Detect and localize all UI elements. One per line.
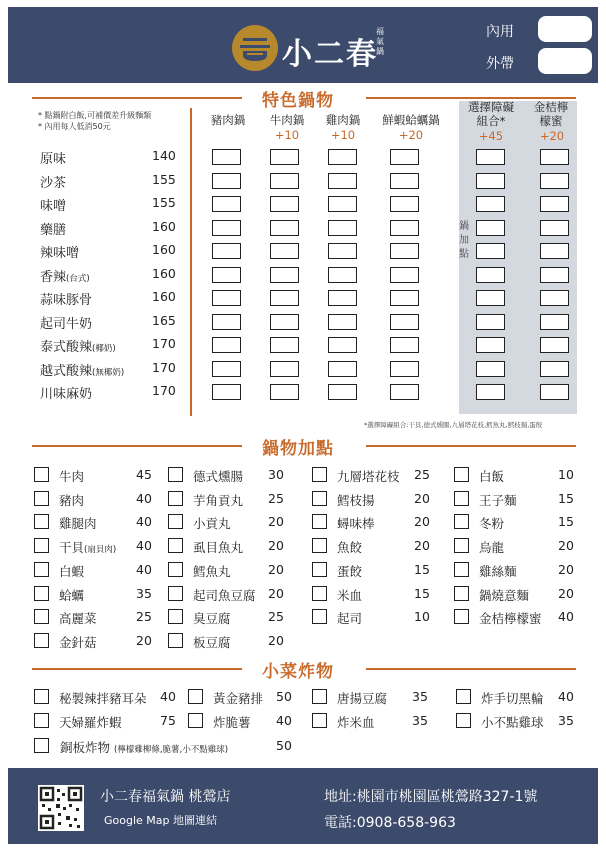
order-checkbox[interactable] xyxy=(390,314,419,330)
order-checkbox[interactable] xyxy=(390,361,419,377)
order-checkbox[interactable] xyxy=(270,243,299,259)
section-divider xyxy=(32,97,242,99)
addon-item-price: 20 xyxy=(414,538,430,554)
addon-item-name: 九層塔花枝 xyxy=(337,469,400,484)
addon-item-name: 冬粉 xyxy=(479,516,505,532)
order-checkbox[interactable] xyxy=(390,149,419,165)
column-header: 金桔檸檬蜜 xyxy=(533,100,569,128)
item-checkbox[interactable] xyxy=(312,586,327,601)
addon-item-price: 15 xyxy=(558,490,574,506)
order-checkbox[interactable] xyxy=(390,384,419,400)
side-item-name: 小不點雞球 xyxy=(481,715,544,730)
item-checkbox[interactable] xyxy=(34,491,49,506)
addon-item-name: 白飯 xyxy=(479,469,505,484)
side-item-name: 炸脆薯 xyxy=(213,715,251,730)
order-checkbox[interactable] xyxy=(390,220,419,236)
addon-item-price: 20 xyxy=(268,632,284,648)
pot-addon-label: 鍋加點 xyxy=(459,221,469,260)
column-price-add: +20 xyxy=(539,129,565,143)
order-checkbox[interactable] xyxy=(540,337,569,353)
addon-item-price: 20 xyxy=(558,538,574,554)
brand-logo xyxy=(232,19,392,81)
order-checkbox[interactable] xyxy=(476,384,505,400)
column-price-add: +45 xyxy=(478,129,504,143)
qr-code[interactable] xyxy=(38,785,84,831)
map-link[interactable]: Google Map 地圖連結 xyxy=(104,814,217,827)
addon-item-price: 20 xyxy=(558,561,574,577)
store-phone: 電話:0908-658-963 xyxy=(324,815,456,831)
item-checkbox[interactable] xyxy=(168,633,183,648)
order-checkbox[interactable] xyxy=(212,243,241,259)
item-checkbox[interactable] xyxy=(168,609,183,624)
addon-item-price: 45 xyxy=(136,467,152,482)
order-checkbox[interactable] xyxy=(328,314,357,330)
item-checkbox[interactable] xyxy=(34,633,49,648)
order-checkbox[interactable] xyxy=(328,267,357,283)
flavor-price: 160 xyxy=(152,242,176,257)
addon-item-price: 20 xyxy=(558,585,574,601)
item-checkbox[interactable] xyxy=(312,713,327,728)
order-checkbox[interactable] xyxy=(540,196,569,212)
addon-item-name: 蟳味棒 xyxy=(337,516,375,532)
hotpot-note: * 內用每人低消50元 xyxy=(38,122,111,131)
addon-item-price: 15 xyxy=(414,585,430,601)
brand-subtitle: 福氣鍋 xyxy=(376,27,384,56)
addon-item-name: 魚餃 xyxy=(337,540,363,556)
item-checkbox[interactable] xyxy=(456,689,471,704)
addon-item-name: 鱈枝揚 xyxy=(337,492,375,508)
order-checkbox[interactable] xyxy=(390,267,419,283)
addon-item-price: 20 xyxy=(414,514,430,530)
addon-item-name: 虱目魚丸 xyxy=(193,540,244,556)
flavor-price: 160 xyxy=(152,265,176,281)
order-checkbox[interactable] xyxy=(540,361,569,377)
column-header: 雞肉鍋 xyxy=(325,113,361,127)
order-checkbox[interactable] xyxy=(270,384,299,400)
addon-item-name: 起司 xyxy=(337,611,363,627)
item-checkbox[interactable] xyxy=(188,689,203,704)
flavor-name: 越式酸辣(無椰奶) xyxy=(40,363,125,379)
addon-item-name: 小貢丸 xyxy=(193,516,231,532)
side-item-price: 35 xyxy=(412,713,428,728)
addon-item-price: 20 xyxy=(268,561,284,577)
item-checkbox[interactable] xyxy=(34,713,49,728)
order-checkbox[interactable] xyxy=(212,196,241,212)
item-checkbox[interactable] xyxy=(312,491,327,506)
addon-item-name: 米血 xyxy=(337,587,363,603)
order-checkbox[interactable] xyxy=(212,173,241,189)
platter-detail: (檸檬雞柳條,脆薯,小不點雞球) xyxy=(114,745,229,755)
addon-item-name: 芋角貢丸 xyxy=(193,492,244,508)
order-checkbox[interactable] xyxy=(328,243,357,259)
item-checkbox[interactable] xyxy=(454,562,469,577)
pot-icon xyxy=(232,25,278,71)
menu-header xyxy=(8,7,598,83)
flavor-price: 155 xyxy=(152,171,176,187)
addon-item-price: 40 xyxy=(136,514,152,530)
section-divider xyxy=(32,445,242,447)
addon-item-name: 德式燻腸 xyxy=(193,469,244,484)
item-checkbox[interactable] xyxy=(454,586,469,601)
item-checkbox[interactable] xyxy=(454,467,469,482)
order-checkbox[interactable] xyxy=(270,337,299,353)
item-checkbox[interactable] xyxy=(168,514,183,529)
item-checkbox[interactable] xyxy=(168,467,183,482)
order-checkbox[interactable] xyxy=(270,267,299,283)
side-item-price: 40 xyxy=(160,689,176,704)
column-price-add: +10 xyxy=(330,128,356,142)
column-price-add: +10 xyxy=(274,128,300,142)
order-checkbox[interactable] xyxy=(540,220,569,236)
order-checkbox[interactable] xyxy=(328,290,357,306)
section-divider xyxy=(366,97,576,99)
order-checkbox[interactable] xyxy=(212,149,241,165)
addon-item-name: 鍋燒意麵 xyxy=(479,587,530,603)
dine-in-box[interactable] xyxy=(538,16,592,42)
item-checkbox[interactable] xyxy=(34,609,49,624)
platter-name: 銅板炸物 (檸檬雞柳條,脆薯,小不點雞球) xyxy=(60,740,229,755)
flavor-price: 170 xyxy=(152,359,176,375)
order-checkbox[interactable] xyxy=(540,384,569,400)
column-price-add: +20 xyxy=(398,128,424,142)
item-checkbox[interactable] xyxy=(312,467,327,482)
side-item-price: 35 xyxy=(558,713,574,728)
addon-item-name: 板豆腐 xyxy=(193,634,231,650)
side-item-price: 75 xyxy=(160,713,176,728)
hotpot-section-title: 特色鍋物 xyxy=(262,91,334,111)
order-checkbox[interactable] xyxy=(540,173,569,189)
addon-item-name: 王子麵 xyxy=(479,492,517,508)
addon-item-price: 20 xyxy=(268,585,284,601)
order-checkbox[interactable] xyxy=(270,220,299,236)
side-item-name: 天婦羅炸蝦 xyxy=(59,715,122,730)
order-checkbox[interactable] xyxy=(390,196,419,212)
order-checkbox[interactable] xyxy=(270,173,299,189)
flavor-price: 160 xyxy=(152,218,176,234)
order-checkbox[interactable] xyxy=(212,220,241,236)
side-item-price: 40 xyxy=(276,713,292,728)
item-checkbox[interactable] xyxy=(454,491,469,506)
store-name: 小二春福氣鍋 桃鶯店 xyxy=(100,789,231,805)
addon-item-price: 25 xyxy=(268,490,284,506)
section-divider xyxy=(366,445,576,447)
brand-name: 小二春 xyxy=(282,37,378,72)
column-header: 豬肉鍋 xyxy=(210,113,246,127)
addon-item-price: 20 xyxy=(136,632,152,648)
order-checkbox[interactable] xyxy=(212,314,241,330)
addon-item-price: 10 xyxy=(558,467,574,482)
order-checkbox[interactable] xyxy=(476,361,505,377)
addon-item-name: 鱈魚丸 xyxy=(193,563,231,579)
order-checkbox[interactable] xyxy=(540,267,569,283)
flavor-name: 原味 xyxy=(40,152,67,167)
flavor-price: 160 xyxy=(152,289,176,304)
addon-item-name: 雞絲麵 xyxy=(479,563,517,579)
order-checkbox[interactable] xyxy=(476,149,505,165)
addon-item-price: 25 xyxy=(268,609,284,625)
addon-item-price: 25 xyxy=(414,467,430,482)
item-checkbox[interactable] xyxy=(34,538,49,553)
addon-item-price: 40 xyxy=(558,609,574,625)
side-item-name: 炸手切黑輪 xyxy=(481,691,544,706)
addons-section-title: 鍋物加點 xyxy=(262,439,334,459)
section-divider xyxy=(366,668,576,670)
addon-item-name: 干貝(扇貝肉) xyxy=(59,540,117,556)
side-item-price: 35 xyxy=(412,689,428,704)
addon-item-price: 25 xyxy=(136,609,152,625)
flavor-name: 香辣(台式) xyxy=(40,269,90,285)
order-checkbox[interactable] xyxy=(390,243,419,259)
addon-item-name: 白蝦 xyxy=(59,563,85,579)
order-checkbox[interactable] xyxy=(328,173,357,189)
combo-note: *選擇障礙組合:干貝,德式燻腸,九層塔花枝,鱈魚丸,鱈枝揚,蛋餃 xyxy=(364,421,543,429)
addon-item-price: 10 xyxy=(414,609,430,625)
addon-item-name: 臭豆腐 xyxy=(193,611,231,627)
order-checkbox[interactable] xyxy=(390,337,419,353)
order-checkbox[interactable] xyxy=(476,173,505,189)
addon-item-name: 牛肉 xyxy=(59,469,85,484)
order-checkbox[interactable] xyxy=(476,314,505,330)
order-checkbox[interactable] xyxy=(476,290,505,306)
order-checkbox[interactable] xyxy=(540,243,569,259)
flavor-price: 170 xyxy=(152,383,176,398)
addon-item-price: 20 xyxy=(268,514,284,530)
item-checkbox[interactable] xyxy=(168,586,183,601)
addon-item-price: 20 xyxy=(268,538,284,554)
order-checkbox[interactable] xyxy=(328,149,357,165)
order-checkbox[interactable] xyxy=(476,243,505,259)
addon-item-price: 40 xyxy=(136,490,152,506)
addon-item-price: 15 xyxy=(414,561,430,577)
takeout-label: 外帶 xyxy=(486,56,514,72)
sides-section-title: 小菜炸物 xyxy=(262,662,334,682)
column-divider xyxy=(190,108,192,416)
item-checkbox[interactable] xyxy=(34,562,49,577)
flavor-price: 165 xyxy=(152,312,176,328)
side-item-price: 40 xyxy=(558,689,574,704)
item-checkbox[interactable] xyxy=(312,514,327,529)
flavor-price: 140 xyxy=(152,148,176,163)
order-checkbox[interactable] xyxy=(476,337,505,353)
addon-item-name: 金桔檸檬蜜 xyxy=(479,611,542,627)
addon-item-price: 15 xyxy=(558,514,574,530)
addon-item-name: 高麗菜 xyxy=(59,611,97,627)
order-checkbox[interactable] xyxy=(390,173,419,189)
item-checkbox[interactable] xyxy=(34,689,49,704)
platter-price: 50 xyxy=(276,738,292,753)
order-checkbox[interactable] xyxy=(270,149,299,165)
addon-item-name: 烏龍 xyxy=(479,540,505,556)
order-checkbox[interactable] xyxy=(270,290,299,306)
order-checkbox[interactable] xyxy=(212,267,241,283)
addon-item-name: 豬肉 xyxy=(59,492,85,508)
item-checkbox[interactable] xyxy=(188,713,203,728)
item-checkbox[interactable] xyxy=(454,538,469,553)
item-checkbox[interactable] xyxy=(312,689,327,704)
item-checkbox[interactable] xyxy=(312,562,327,577)
flavor-name: 沙茶 xyxy=(40,175,67,191)
side-item-name: 炸米血 xyxy=(337,715,375,730)
item-checkbox[interactable] xyxy=(168,538,183,553)
addon-item-price: 35 xyxy=(136,585,152,601)
side-item-name: 黃金豬排 xyxy=(213,691,264,706)
order-checkbox[interactable] xyxy=(540,314,569,330)
flavor-name: 蒜味豚骨 xyxy=(40,293,93,308)
addon-item-price: 20 xyxy=(414,490,430,506)
order-checkbox[interactable] xyxy=(270,361,299,377)
item-checkbox[interactable] xyxy=(34,467,49,482)
item-checkbox[interactable] xyxy=(454,609,469,624)
hotpot-note: * 點鍋附白飯,可補價差升級麵類 xyxy=(38,111,152,120)
order-checkbox[interactable] xyxy=(540,290,569,306)
flavor-name: 泰式酸辣(椰奶) xyxy=(40,340,116,355)
flavor-name: 川味麻奶 xyxy=(40,387,93,402)
order-checkbox[interactable] xyxy=(476,267,505,283)
flavor-name: 起司牛奶 xyxy=(40,316,93,332)
flavor-price: 155 xyxy=(152,195,176,210)
order-checkbox[interactable] xyxy=(270,314,299,330)
item-checkbox[interactable] xyxy=(312,609,327,624)
addon-item-price: 30 xyxy=(268,467,284,482)
flavor-price: 170 xyxy=(152,336,176,351)
column-header: 牛肉鍋 xyxy=(269,113,305,127)
order-checkbox[interactable] xyxy=(270,196,299,212)
item-checkbox[interactable] xyxy=(454,514,469,529)
order-checkbox[interactable] xyxy=(540,149,569,165)
addon-item-name: 雞腿肉 xyxy=(59,516,97,532)
takeout-box[interactable] xyxy=(538,48,592,74)
addon-item-price: 40 xyxy=(136,538,152,554)
order-checkbox[interactable] xyxy=(212,290,241,306)
order-checkbox[interactable] xyxy=(328,384,357,400)
order-checkbox[interactable] xyxy=(328,220,357,236)
column-header: 鮮蝦蛤蠣鍋 xyxy=(382,113,440,127)
item-checkbox[interactable] xyxy=(34,514,49,529)
item-checkbox[interactable] xyxy=(168,491,183,506)
order-checkbox[interactable] xyxy=(476,196,505,212)
item-checkbox[interactable] xyxy=(312,538,327,553)
flavor-name: 藥膳 xyxy=(40,222,67,238)
store-address: 地址:桃園市桃園區桃鶯路327-1號 xyxy=(324,789,538,805)
item-checkbox[interactable] xyxy=(456,713,471,728)
order-checkbox[interactable] xyxy=(212,361,241,377)
order-checkbox[interactable] xyxy=(212,337,241,353)
addon-item-price: 40 xyxy=(136,561,152,577)
item-checkbox[interactable] xyxy=(34,738,49,753)
addon-item-name: 起司魚豆腐 xyxy=(193,587,256,603)
menu-footer xyxy=(8,768,598,844)
addon-item-name: 蛤蠣 xyxy=(59,587,85,603)
column-header: 選擇障礙組合* xyxy=(468,100,514,128)
flavor-name: 辣味噌 xyxy=(40,246,80,261)
addon-item-name: 蛋餃 xyxy=(337,563,363,579)
section-divider xyxy=(32,668,242,670)
side-item-name: 唐揚豆腐 xyxy=(337,691,388,706)
item-checkbox[interactable] xyxy=(34,586,49,601)
flavor-name: 味噌 xyxy=(40,199,67,214)
addon-item-name: 金針菇 xyxy=(59,634,97,650)
order-checkbox[interactable] xyxy=(328,337,357,353)
order-checkbox[interactable] xyxy=(390,290,419,306)
order-checkbox[interactable] xyxy=(476,220,505,236)
item-checkbox[interactable] xyxy=(168,562,183,577)
dine-in-label: 內用 xyxy=(486,24,514,40)
side-item-price: 50 xyxy=(276,689,292,704)
order-checkbox[interactable] xyxy=(328,196,357,212)
side-item-name: 秘製辣拌豬耳朵 xyxy=(59,691,147,706)
order-checkbox[interactable] xyxy=(212,384,241,400)
order-checkbox[interactable] xyxy=(328,361,357,377)
